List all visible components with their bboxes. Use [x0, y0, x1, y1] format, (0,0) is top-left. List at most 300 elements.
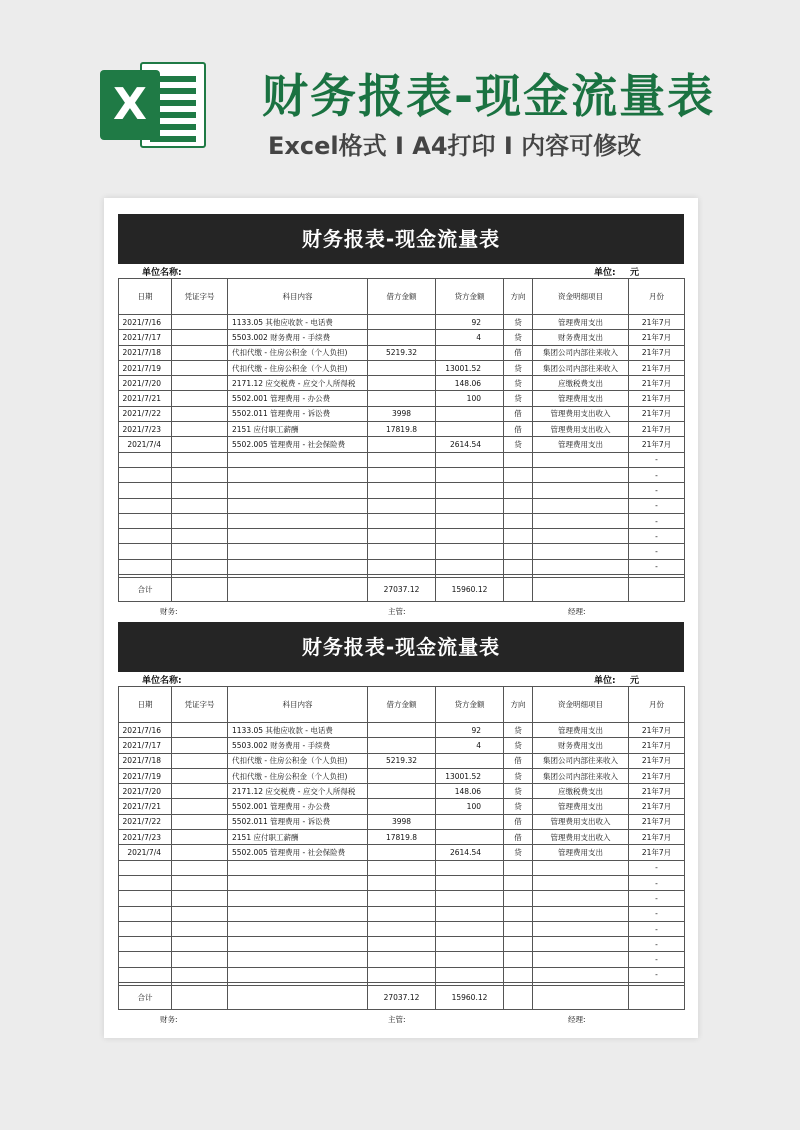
date-cell[interactable]	[119, 467, 172, 482]
date-cell[interactable]	[119, 559, 172, 574]
date-cell[interactable]	[119, 906, 172, 921]
table-row	[119, 437, 685, 452]
date-cell[interactable]	[119, 544, 172, 559]
column-header: 凭证字号	[172, 687, 228, 723]
voucher-cell[interactable]	[172, 753, 228, 768]
credit-cell[interactable]: 148.06	[436, 376, 504, 391]
subject-cell[interactable]	[228, 513, 368, 528]
subject-cell[interactable]: 5502.005 管理费用 - 社会保险费	[228, 845, 368, 860]
voucher-cell[interactable]	[172, 513, 228, 528]
voucher-cell[interactable]	[172, 559, 228, 574]
subject-cell[interactable]: 5502.011 管理费用 - 诉讼费	[228, 814, 368, 829]
credit-cell[interactable]	[436, 406, 504, 421]
direction-cell[interactable]	[504, 891, 533, 906]
debit-cell[interactable]: 17819.8	[368, 422, 436, 437]
month-cell[interactable]: -	[629, 467, 685, 482]
debit-cell[interactable]	[368, 360, 436, 375]
month-cell[interactable]: -	[629, 952, 685, 967]
fund-item-cell[interactable]: 财务费用支出	[533, 330, 629, 345]
fund-item-cell[interactable]: 管理费用支出	[533, 437, 629, 452]
month-cell[interactable]: -	[629, 875, 685, 890]
table-row	[119, 467, 685, 482]
subject-cell[interactable]	[228, 921, 368, 936]
debit-cell[interactable]: 5219.32	[368, 345, 436, 360]
date-cell[interactable]: 2021/7/19	[119, 768, 172, 783]
voucher-cell[interactable]	[172, 360, 228, 375]
debit-cell[interactable]	[368, 875, 436, 890]
date-cell[interactable]	[119, 921, 172, 936]
column-header: 借方金额	[368, 279, 436, 315]
table-row	[119, 921, 685, 936]
subject-cell[interactable]: 2171.12 应交税费 - 应交个人所得税	[228, 784, 368, 799]
direction-cell[interactable]	[504, 544, 533, 559]
debit-cell[interactable]	[368, 723, 436, 738]
date-cell[interactable]: 2021/7/21	[119, 799, 172, 814]
credit-cell[interactable]	[436, 952, 504, 967]
debit-cell[interactable]	[368, 483, 436, 498]
credit-cell[interactable]	[436, 906, 504, 921]
direction-cell[interactable]: 贷	[504, 360, 533, 375]
fund-item-cell[interactable]: 管理费用支出	[533, 391, 629, 406]
direction-cell[interactable]: 贷	[504, 723, 533, 738]
fund-item-cell[interactable]	[533, 544, 629, 559]
credit-cell[interactable]: 100	[436, 799, 504, 814]
credit-cell[interactable]	[436, 814, 504, 829]
fund-item-cell[interactable]: 管理费用支出收入	[533, 814, 629, 829]
debit-cell[interactable]	[368, 376, 436, 391]
subject-cell[interactable]	[228, 483, 368, 498]
credit-cell[interactable]: 2614.54	[436, 437, 504, 452]
fund-item-cell[interactable]: 集团公司内部往来收入	[533, 360, 629, 375]
column-header: 借方金额	[368, 687, 436, 723]
direction-cell[interactable]: 借	[504, 422, 533, 437]
voucher-cell[interactable]	[172, 814, 228, 829]
voucher-cell[interactable]	[172, 799, 228, 814]
month-cell[interactable]: -	[629, 513, 685, 528]
voucher-cell[interactable]	[172, 315, 228, 330]
month-cell[interactable]: 21年7月	[629, 360, 685, 375]
fund-item-cell[interactable]	[533, 860, 629, 875]
month-cell[interactable]: 21年7月	[629, 330, 685, 345]
subject-cell[interactable]: 5502.001 管理费用 - 办公费	[228, 799, 368, 814]
voucher-cell[interactable]	[172, 723, 228, 738]
unit-value: 元	[630, 676, 640, 686]
month-cell[interactable]: -	[629, 891, 685, 906]
date-cell[interactable]: 2021/7/20	[119, 784, 172, 799]
credit-cell[interactable]: 13001.52	[436, 360, 504, 375]
credit-cell[interactable]: 4	[436, 330, 504, 345]
fund-item-cell[interactable]	[533, 467, 629, 482]
subject-cell[interactable]: 2151 应付职工薪酬	[228, 830, 368, 845]
voucher-cell[interactable]	[172, 830, 228, 845]
fund-item-cell[interactable]: 管理费用支出收入	[533, 406, 629, 421]
date-cell[interactable]: 2021/7/16	[119, 315, 172, 330]
subject-cell[interactable]	[228, 875, 368, 890]
credit-cell[interactable]	[436, 544, 504, 559]
voucher-cell[interactable]	[172, 906, 228, 921]
fund-item-cell[interactable]	[533, 906, 629, 921]
debit-cell[interactable]	[368, 952, 436, 967]
excel-logo-letter: X	[100, 70, 160, 140]
debit-cell[interactable]	[368, 467, 436, 482]
direction-cell[interactable]: 借	[504, 814, 533, 829]
fund-item-cell[interactable]: 管理费用支出	[533, 723, 629, 738]
subject-cell[interactable]: 1133.05 其他应收款 - 电话费	[228, 315, 368, 330]
month-cell[interactable]: -	[629, 860, 685, 875]
direction-cell[interactable]: 贷	[504, 845, 533, 860]
subject-cell[interactable]: 代扣代缴 - 住房公积金（个人负担)	[228, 345, 368, 360]
finance-label: 财务:	[160, 607, 178, 617]
date-cell[interactable]: 2021/7/19	[119, 360, 172, 375]
subject-cell[interactable]	[228, 937, 368, 952]
credit-cell[interactable]	[436, 467, 504, 482]
fund-item-cell[interactable]: 管理费用支出收入	[533, 422, 629, 437]
fund-item-cell[interactable]	[533, 891, 629, 906]
voucher-cell[interactable]	[172, 529, 228, 544]
date-cell[interactable]: 2021/7/17	[119, 330, 172, 345]
month-cell[interactable]: -	[629, 906, 685, 921]
month-cell[interactable]: -	[629, 529, 685, 544]
fund-item-cell[interactable]: 应缴税费支出	[533, 784, 629, 799]
voucher-cell[interactable]	[172, 330, 228, 345]
direction-cell[interactable]: 借	[504, 753, 533, 768]
debit-cell[interactable]	[368, 315, 436, 330]
debit-cell[interactable]	[368, 738, 436, 753]
fund-item-cell[interactable]: 管理费用支出	[533, 799, 629, 814]
month-cell[interactable]: 21年7月	[629, 784, 685, 799]
subject-cell[interactable]: 5503.002 财务费用 - 手续费	[228, 738, 368, 753]
voucher-cell[interactable]	[172, 345, 228, 360]
debit-cell[interactable]	[368, 768, 436, 783]
voucher-cell[interactable]	[172, 498, 228, 513]
fund-item-cell[interactable]	[533, 967, 629, 982]
date-cell[interactable]: 2021/7/16	[119, 723, 172, 738]
date-cell[interactable]: 2021/7/22	[119, 406, 172, 421]
date-cell[interactable]	[119, 498, 172, 513]
month-cell[interactable]: -	[629, 483, 685, 498]
fund-item-cell[interactable]: 集团公司内部往来收入	[533, 768, 629, 783]
credit-cell[interactable]	[436, 875, 504, 890]
debit-cell[interactable]	[368, 784, 436, 799]
subject-cell[interactable]	[228, 544, 368, 559]
credit-cell[interactable]	[436, 452, 504, 467]
total-credit[interactable]: 15960.12	[436, 578, 504, 602]
debit-cell[interactable]	[368, 391, 436, 406]
direction-cell[interactable]	[504, 483, 533, 498]
voucher-cell[interactable]	[172, 875, 228, 890]
debit-cell[interactable]	[368, 860, 436, 875]
direction-cell[interactable]	[504, 967, 533, 982]
credit-cell[interactable]: 92	[436, 723, 504, 738]
voucher-cell[interactable]	[172, 891, 228, 906]
subject-cell[interactable]	[228, 860, 368, 875]
subject-cell[interactable]: 5502.011 管理费用 - 诉讼费	[228, 406, 368, 421]
fund-item-cell[interactable]: 集团公司内部往来收入	[533, 345, 629, 360]
date-cell[interactable]: 2021/7/20	[119, 376, 172, 391]
credit-cell[interactable]	[436, 529, 504, 544]
month-cell[interactable]: 21年7月	[629, 768, 685, 783]
credit-cell[interactable]	[436, 921, 504, 936]
credit-cell[interactable]	[436, 830, 504, 845]
column-header: 资金明细项目	[533, 279, 629, 315]
month-cell[interactable]: 21年7月	[629, 315, 685, 330]
direction-cell[interactable]: 贷	[504, 437, 533, 452]
debit-cell[interactable]	[368, 330, 436, 345]
credit-cell[interactable]	[436, 483, 504, 498]
date-cell[interactable]	[119, 937, 172, 952]
date-cell[interactable]	[119, 860, 172, 875]
credit-cell[interactable]	[436, 498, 504, 513]
month-cell[interactable]: 21年7月	[629, 723, 685, 738]
date-cell[interactable]: 2021/7/4	[119, 437, 172, 452]
month-cell[interactable]: 21年7月	[629, 738, 685, 753]
direction-cell[interactable]: 借	[504, 345, 533, 360]
voucher-cell[interactable]	[172, 406, 228, 421]
debit-cell[interactable]	[368, 937, 436, 952]
voucher-cell[interactable]	[172, 860, 228, 875]
credit-cell[interactable]	[436, 559, 504, 574]
date-cell[interactable]: 2021/7/4	[119, 845, 172, 860]
voucher-cell[interactable]	[172, 452, 228, 467]
date-cell[interactable]: 2021/7/18	[119, 753, 172, 768]
subject-cell[interactable]	[228, 559, 368, 574]
voucher-cell[interactable]	[172, 391, 228, 406]
debit-cell[interactable]	[368, 921, 436, 936]
table-row	[119, 422, 685, 437]
voucher-cell[interactable]	[172, 483, 228, 498]
voucher-cell[interactable]	[172, 952, 228, 967]
credit-cell[interactable]: 13001.52	[436, 768, 504, 783]
fund-item-cell[interactable]: 管理费用支出收入	[533, 830, 629, 845]
month-cell[interactable]: 21年7月	[629, 845, 685, 860]
voucher-cell[interactable]	[172, 967, 228, 982]
direction-cell[interactable]: 贷	[504, 784, 533, 799]
month-cell[interactable]: -	[629, 498, 685, 513]
month-cell[interactable]: 21年7月	[629, 437, 685, 452]
direction-cell[interactable]	[504, 921, 533, 936]
credit-cell[interactable]: 148.06	[436, 784, 504, 799]
debit-cell[interactable]	[368, 513, 436, 528]
table-row	[119, 483, 685, 498]
fund-item-cell[interactable]	[533, 921, 629, 936]
date-cell[interactable]	[119, 452, 172, 467]
date-cell[interactable]: 2021/7/21	[119, 391, 172, 406]
debit-cell[interactable]	[368, 967, 436, 982]
subject-cell[interactable]: 5502.001 管理费用 - 办公费	[228, 391, 368, 406]
voucher-cell[interactable]	[172, 845, 228, 860]
direction-cell[interactable]: 贷	[504, 391, 533, 406]
debit-cell[interactable]	[368, 498, 436, 513]
column-header: 贷方金额	[436, 279, 504, 315]
fund-item-cell[interactable]: 集团公司内部往来收入	[533, 753, 629, 768]
direction-cell[interactable]	[504, 498, 533, 513]
signature-line	[118, 602, 684, 618]
direction-cell[interactable]	[504, 906, 533, 921]
debit-cell[interactable]	[368, 906, 436, 921]
table-row	[119, 784, 685, 799]
month-cell[interactable]: 21年7月	[629, 830, 685, 845]
month-cell[interactable]: -	[629, 452, 685, 467]
debit-cell[interactable]: 5219.32	[368, 753, 436, 768]
subject-cell[interactable]: 代扣代缴 - 住房公积金（个人负担)	[228, 360, 368, 375]
date-cell[interactable]	[119, 875, 172, 890]
voucher-cell[interactable]	[172, 467, 228, 482]
month-cell[interactable]: 21年7月	[629, 406, 685, 421]
month-cell[interactable]: 21年7月	[629, 345, 685, 360]
month-cell[interactable]: -	[629, 559, 685, 574]
subject-cell[interactable]	[228, 452, 368, 467]
debit-cell[interactable]	[368, 845, 436, 860]
debit-cell[interactable]	[368, 529, 436, 544]
subject-cell[interactable]: 2171.12 应交税费 - 应交个人所得税	[228, 376, 368, 391]
debit-cell[interactable]: 17819.8	[368, 830, 436, 845]
month-cell[interactable]: -	[629, 967, 685, 982]
fund-item-cell[interactable]: 管理费用支出	[533, 315, 629, 330]
month-cell[interactable]: 21年7月	[629, 391, 685, 406]
credit-cell[interactable]	[436, 937, 504, 952]
month-cell[interactable]: 21年7月	[629, 376, 685, 391]
unit-label: 单位:	[594, 676, 616, 686]
direction-cell[interactable]: 借	[504, 830, 533, 845]
date-cell[interactable]	[119, 952, 172, 967]
direction-cell[interactable]: 贷	[504, 315, 533, 330]
table-row	[119, 860, 685, 875]
month-cell[interactable]: 21年7月	[629, 814, 685, 829]
month-cell[interactable]: 21年7月	[629, 799, 685, 814]
direction-cell[interactable]	[504, 513, 533, 528]
subject-cell[interactable]	[228, 952, 368, 967]
direction-cell[interactable]: 贷	[504, 330, 533, 345]
subject-cell[interactable]: 5503.002 财务费用 - 手续费	[228, 330, 368, 345]
direction-cell[interactable]	[504, 452, 533, 467]
month-cell[interactable]: 21年7月	[629, 753, 685, 768]
direction-cell[interactable]	[504, 937, 533, 952]
credit-cell[interactable]	[436, 753, 504, 768]
date-cell[interactable]: 2021/7/23	[119, 830, 172, 845]
voucher-cell[interactable]	[172, 544, 228, 559]
date-cell[interactable]	[119, 529, 172, 544]
subject-cell[interactable]: 代扣代缴 - 住房公积金（个人负担)	[228, 753, 368, 768]
debit-cell[interactable]: 3998	[368, 406, 436, 421]
credit-cell[interactable]: 4	[436, 738, 504, 753]
month-cell[interactable]: 21年7月	[629, 422, 685, 437]
fund-item-cell[interactable]	[533, 529, 629, 544]
subject-cell[interactable]: 1133.05 其他应收款 - 电话费	[228, 723, 368, 738]
credit-cell[interactable]	[436, 422, 504, 437]
voucher-cell[interactable]	[172, 921, 228, 936]
date-cell[interactable]: 2021/7/23	[119, 422, 172, 437]
credit-cell[interactable]	[436, 860, 504, 875]
fund-item-cell[interactable]	[533, 952, 629, 967]
direction-cell[interactable]: 贷	[504, 738, 533, 753]
fund-item-cell[interactable]	[533, 483, 629, 498]
direction-cell[interactable]	[504, 529, 533, 544]
direction-cell[interactable]: 贷	[504, 799, 533, 814]
date-cell[interactable]	[119, 891, 172, 906]
direction-cell[interactable]: 贷	[504, 376, 533, 391]
voucher-cell[interactable]	[172, 784, 228, 799]
direction-cell[interactable]	[504, 952, 533, 967]
debit-cell[interactable]: 3998	[368, 814, 436, 829]
table-row	[119, 360, 685, 375]
subject-cell[interactable]: 代扣代缴 - 住房公积金（个人负担)	[228, 768, 368, 783]
debit-cell[interactable]	[368, 559, 436, 574]
credit-cell[interactable]: 100	[436, 391, 504, 406]
credit-cell[interactable]	[436, 967, 504, 982]
subject-cell[interactable]	[228, 467, 368, 482]
fund-item-cell[interactable]: 应缴税费支出	[533, 376, 629, 391]
date-cell[interactable]	[119, 483, 172, 498]
fund-item-cell[interactable]	[533, 937, 629, 952]
date-cell[interactable]: 2021/7/17	[119, 738, 172, 753]
report-sheet-2	[118, 622, 684, 1026]
subject-cell[interactable]: 5502.005 管理费用 - 社会保险费	[228, 437, 368, 452]
direction-cell[interactable]	[504, 467, 533, 482]
credit-cell[interactable]	[436, 891, 504, 906]
subject-cell[interactable]	[228, 891, 368, 906]
debit-cell[interactable]	[368, 799, 436, 814]
fund-item-cell[interactable]	[533, 513, 629, 528]
column-header: 日期	[119, 687, 172, 723]
fund-item-cell[interactable]	[533, 452, 629, 467]
fund-item-cell[interactable]	[533, 559, 629, 574]
total-credit[interactable]: 15960.12	[436, 986, 504, 1010]
table-row	[119, 498, 685, 513]
fund-item-cell[interactable]	[533, 875, 629, 890]
credit-cell[interactable]	[436, 345, 504, 360]
subject-cell[interactable]: 2151 应付职工薪酬	[228, 422, 368, 437]
subject-cell[interactable]	[228, 967, 368, 982]
voucher-cell[interactable]	[172, 738, 228, 753]
date-cell[interactable]	[119, 967, 172, 982]
month-cell[interactable]: -	[629, 937, 685, 952]
manager-label: 经理:	[568, 607, 586, 617]
date-cell[interactable]	[119, 513, 172, 528]
voucher-cell[interactable]	[172, 768, 228, 783]
direction-cell[interactable]	[504, 875, 533, 890]
credit-cell[interactable]: 92	[436, 315, 504, 330]
debit-cell[interactable]	[368, 437, 436, 452]
debit-cell[interactable]	[368, 544, 436, 559]
fund-item-cell[interactable]	[533, 498, 629, 513]
month-cell[interactable]: -	[629, 544, 685, 559]
voucher-cell[interactable]	[172, 437, 228, 452]
debit-cell[interactable]	[368, 891, 436, 906]
date-cell[interactable]: 2021/7/18	[119, 345, 172, 360]
direction-cell[interactable]	[504, 860, 533, 875]
date-cell[interactable]: 2021/7/22	[119, 814, 172, 829]
subject-cell[interactable]	[228, 906, 368, 921]
subject-cell[interactable]	[228, 498, 368, 513]
direction-cell[interactable]: 借	[504, 406, 533, 421]
debit-cell[interactable]	[368, 452, 436, 467]
table-row	[119, 345, 685, 360]
table-row	[119, 315, 685, 330]
fund-item-cell[interactable]: 管理费用支出	[533, 845, 629, 860]
subject-cell[interactable]	[228, 529, 368, 544]
month-cell[interactable]: -	[629, 921, 685, 936]
total-debit[interactable]: 27037.12	[368, 578, 436, 602]
direction-cell[interactable]: 贷	[504, 768, 533, 783]
voucher-cell[interactable]	[172, 376, 228, 391]
fund-item-cell[interactable]: 财务费用支出	[533, 738, 629, 753]
voucher-cell[interactable]	[172, 422, 228, 437]
direction-cell[interactable]	[504, 559, 533, 574]
credit-cell[interactable]	[436, 513, 504, 528]
voucher-cell[interactable]	[172, 937, 228, 952]
total-debit[interactable]: 27037.12	[368, 986, 436, 1010]
credit-cell[interactable]: 2614.54	[436, 845, 504, 860]
